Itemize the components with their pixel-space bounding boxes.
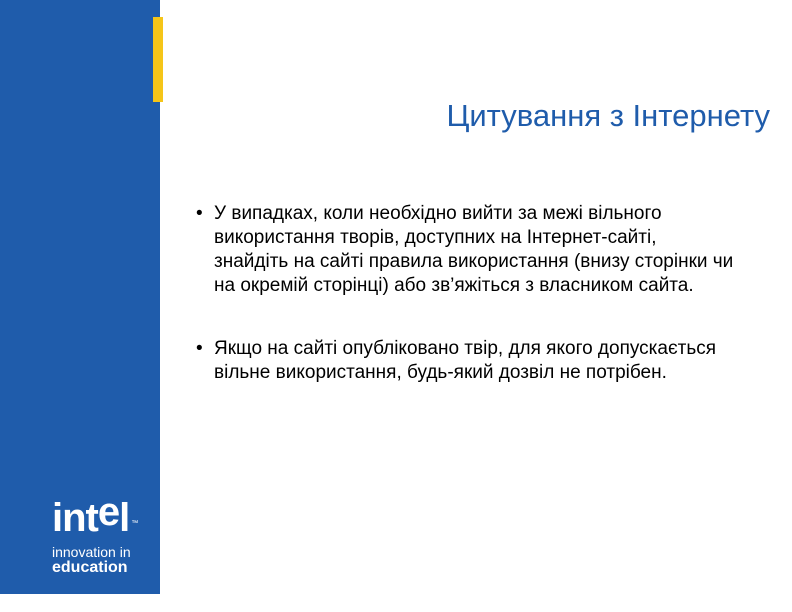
intel-education-logo <box>52 490 152 576</box>
bullet-item: • У випадках, коли необхідно вийти за межі вільного використання творів, доступних на Інтернет-сайті, знайдіть на сайті правила використання (внизу сторінки чи на окремій сторінці) або зв’яжіться з власником сайта. <box>196 202 736 298</box>
bullet-list <box>196 202 736 424</box>
slide-title: Цитування з Інтернету <box>446 98 770 133</box>
bullet-item: • Якщо на сайті опубліковано твір, для якого допускається вільне використання, будь-який дозвіл не потрібен. <box>196 337 736 385</box>
trademark-symbol: ™ <box>131 520 139 527</box>
intel-logo-wordmark: intel <box>52 490 130 540</box>
logo-tagline-line2: education <box>52 559 128 576</box>
logo-tagline-line1: innovation in <box>52 544 131 560</box>
logo-tagline <box>52 545 152 575</box>
accent-bar <box>153 17 163 102</box>
